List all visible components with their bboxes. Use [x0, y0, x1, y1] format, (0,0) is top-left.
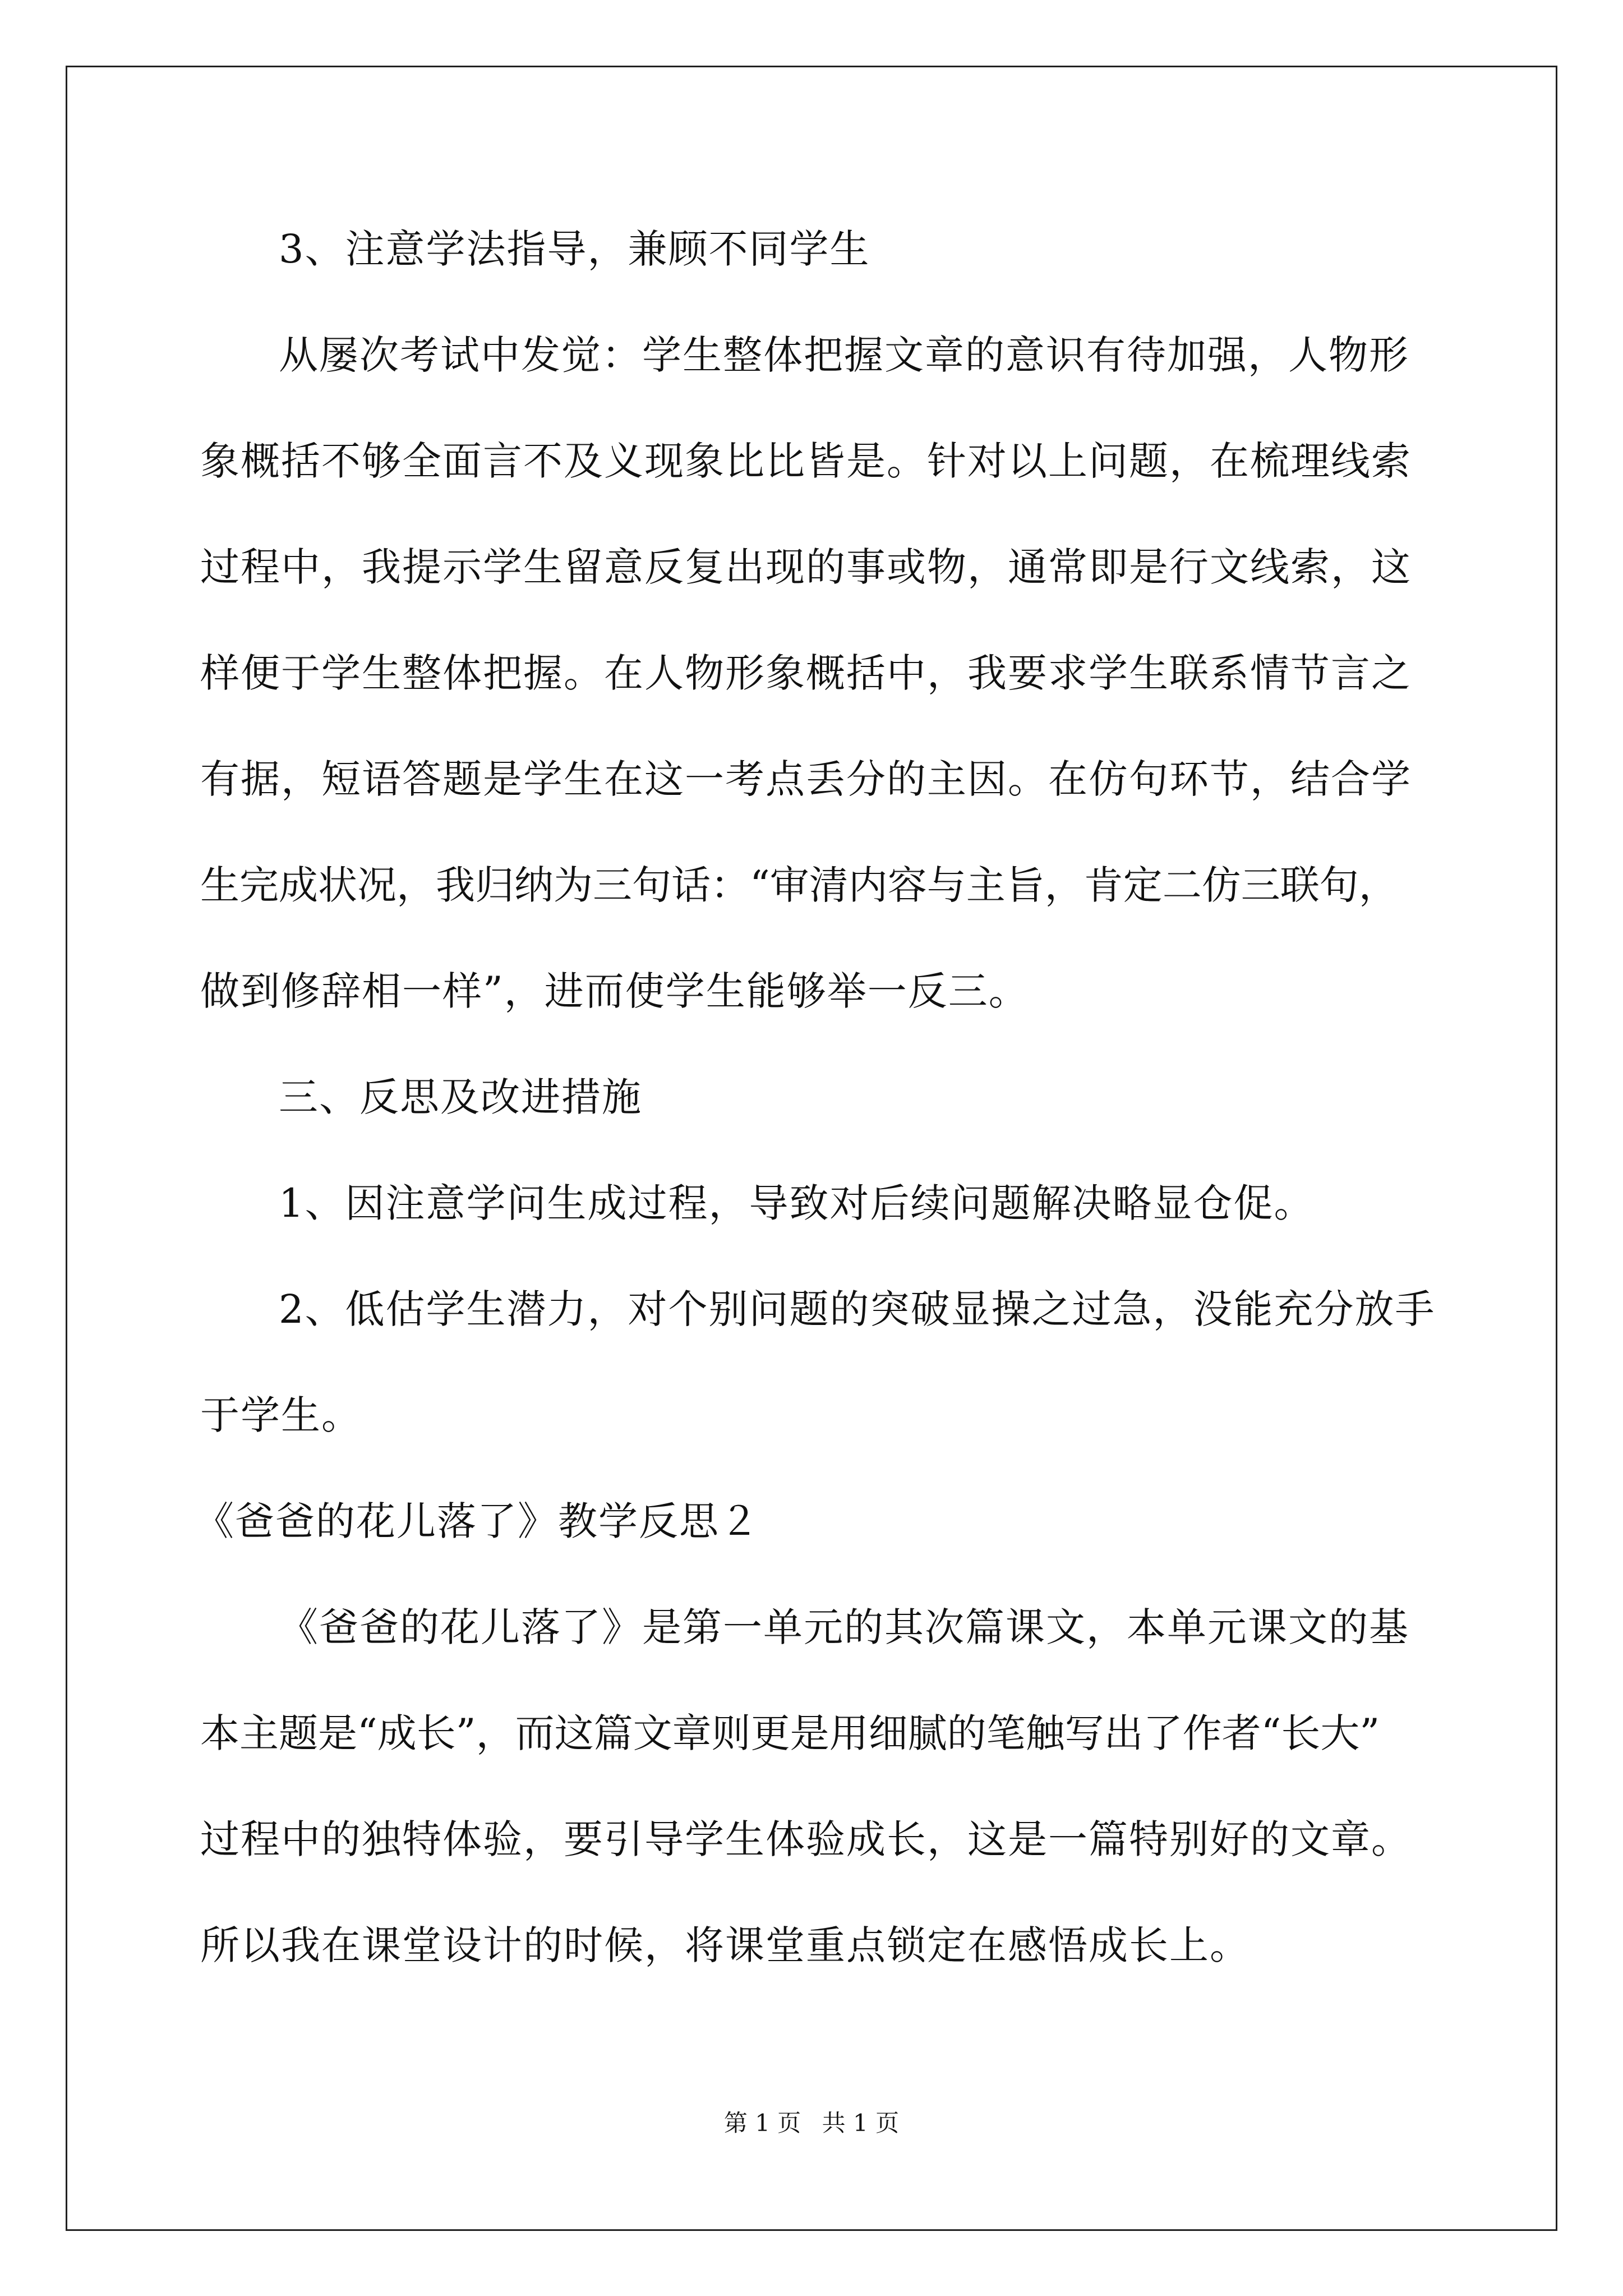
paragraph-line: 1、因注意学问生成过程，导致对后续问题解决略显仓促。 [279, 1180, 1315, 1226]
section-heading: 三、反思及改进措施 [279, 1074, 642, 1120]
paragraph-line: 过程中，我提示学生留意反复出现的事或物，通常即是行文线索，这 [200, 544, 1412, 590]
page-footer [0, 2106, 1623, 2140]
page-number-total: 共 1 页 [822, 2109, 900, 2137]
paragraph-line: 于学生。 [200, 1392, 362, 1438]
paragraph-line: 样便于学生整体把握。在人物形象概括中，我要求学生联系情节言之 [200, 650, 1412, 696]
paragraph-line: 本主题是“成长”，而这篇文章则更是用细腻的笔触写出了作者“长大” [200, 1710, 1380, 1756]
document-body [195, 216, 1468, 2018]
paragraph-line: 有据，短语答题是学生在这一考点丢分的主因。在仿句环节，结合学 [200, 756, 1412, 802]
paragraph-line: 象概括不够全面言不及义现象比比皆是。针对以上问题，在梳理线索 [200, 438, 1412, 484]
paragraph-line: 做到修辞相一样”，进而使学生能够举一反三。 [200, 968, 1029, 1014]
paragraph-line: 3、注意学法指导，兼顾不同学生 [279, 226, 870, 272]
paragraph-line: 过程中的独特体验，要引导学生体验成长，这是一篇特别好的文章。 [200, 1816, 1412, 1862]
article-title: 《爸爸的花儿落了》教学反思２ [195, 1498, 760, 1544]
paragraph-line: 2、低估学生潜力，对个别问题的突破显操之过急，没能充分放手 [279, 1286, 1436, 1332]
paragraph-line: 《爸爸的花儿落了》是第一单元的其次篇课文，本单元课文的基 [279, 1604, 1409, 1650]
paragraph-line: 所以我在课堂设计的时候，将课堂重点锁定在感悟成长上。 [200, 1922, 1250, 1968]
paragraph-line: 从屡次考试中发觉：学生整体把握文章的意识有待加强，人物形 [279, 332, 1409, 378]
paragraph-line: 生完成状况，我归纳为三句话：“审清内容与主旨，肯定二仿三联句， [200, 862, 1398, 908]
page-number-current: 第 1 页 [723, 2109, 801, 2137]
